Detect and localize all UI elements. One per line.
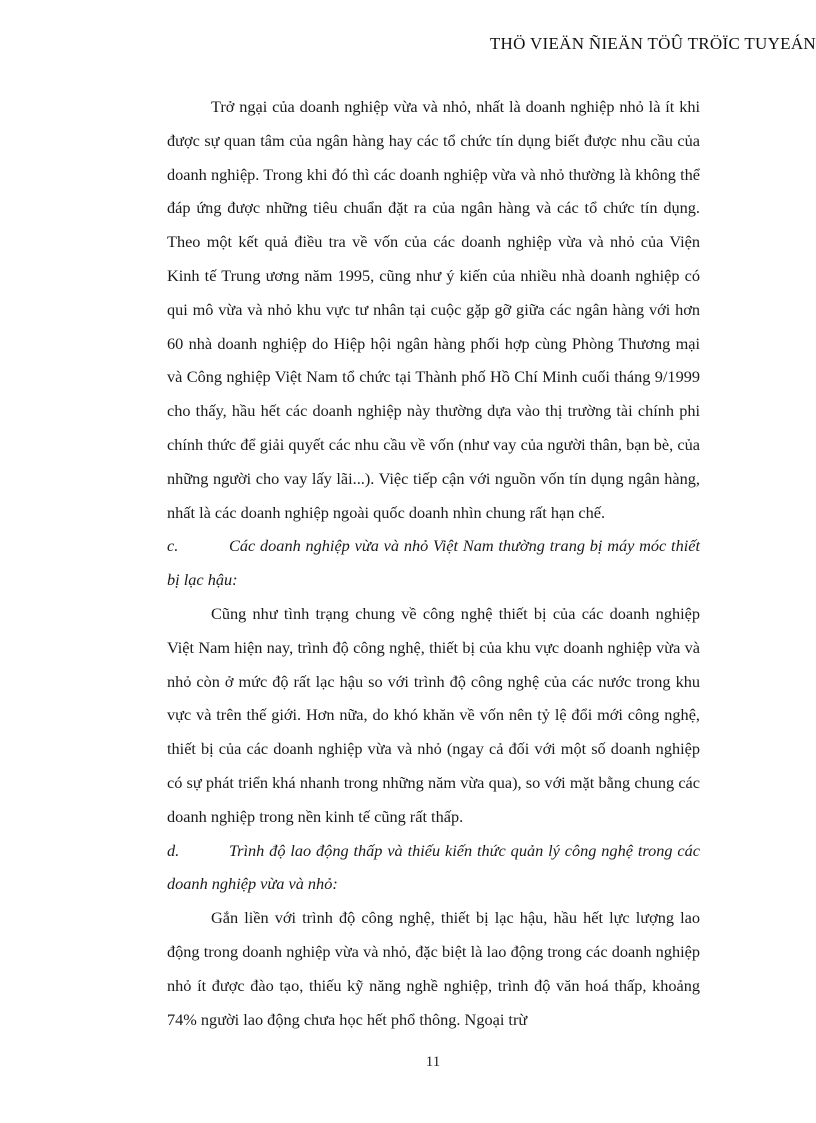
- document-body: [167, 90, 700, 1036]
- section-letter: d.: [167, 840, 180, 860]
- section-heading-d: [167, 834, 700, 902]
- paragraph: Gắn liền với trình độ công nghệ, thiết bị lạc hậu, hầu hết lực lượng lao động trong doanh nghiệp vừa và nhỏ, đặc biệt là lao động trong các doanh nghiệp nhỏ ít được đào tạo, thiếu kỹ năng nghề nghiệp, trình độ văn hoá thấp, khoảng 74% người lao động chưa học hết phổ thông. Ngoại trừ: [167, 908, 700, 1029]
- section-heading-text: Các doanh nghiệp vừa và nhỏ Việt Nam thường trang bị máy móc thiết bị lạc hậu:: [167, 536, 700, 590]
- section-heading-text: Trình độ lao động thấp và thiếu kiến thức quản lý công nghệ trong các doanh nghiệp vừa và nhỏ:: [167, 840, 700, 894]
- running-header: THÖ VIEÄN ÑIEÄN TÖÛ TRÖÏC TUYEÁN: [489, 34, 816, 53]
- page-number: 11: [425, 1054, 441, 1070]
- paragraph: Trở ngại của doanh nghiệp vừa và nhỏ, nhất là doanh nghiệp nhỏ là ít khi được sự quan tâm của ngân hàng hay các tổ chức tín dụng biết được nhu cầu của doanh nghiệp. Trong khi đó thì các doanh nghiệp vừa và nhỏ thường là không thể đáp ứng được những tiêu chuẩn đặt ra của ngân hàng và các tổ chức tín dụng. Theo một kết quả điều tra về vốn của các doanh nghiệp vừa và nhỏ của Viện Kinh tế Trung ương năm 1995, cũng như ý kiến của nhiều nhà doanh nghiệp có qui mô vừa và nhỏ khu vực tư nhân tại cuộc gặp gỡ giữa các ngân hàng với hơn 60 nhà doanh nghiệp do Hiệp hội ngân hàng phối hợp cùng Phòng Thương mại và Công nghiệp Việt Nam tổ chức tại Thành phố Hồ Chí Minh cuối tháng 9/1999 cho thấy, hầu hết các doanh nghiệp này thường dựa vào thị trường tài chính phi chính thức để giải quyết các nhu cầu về vốn (như vay của người thân, bạn bè, của những người cho vay lấy lãi...). Việc tiếp cận với nguồn vốn tín dụng ngân hàng, nhất là các doanh nghiệp ngoài quốc doanh nhìn chung rất hạn chế.: [167, 97, 700, 522]
- section-letter: c.: [167, 536, 179, 556]
- paragraph: Cũng như tình trạng chung về công nghệ thiết bị của các doanh nghiệp Việt Nam hiện nay, trình độ công nghệ, thiết bị của khu vực doanh nghiệp vừa và nhỏ còn ở mức độ rất lạc hậu so với trình độ công nghệ của các nước trong khu vực và trên thế giới. Hơn nữa, do khó khăn về vốn nên tỷ lệ đổi mới công nghệ, thiết bị của các doanh nghiệp vừa và nhỏ (ngay cả đối với một số doanh nghiệp có sự phát triển khá nhanh trong những năm vừa qua), so với mặt bằng chung các doanh nghiệp trong nền kinh tế cũng rất thấp.: [167, 603, 700, 826]
- section-heading-c: [167, 529, 700, 597]
